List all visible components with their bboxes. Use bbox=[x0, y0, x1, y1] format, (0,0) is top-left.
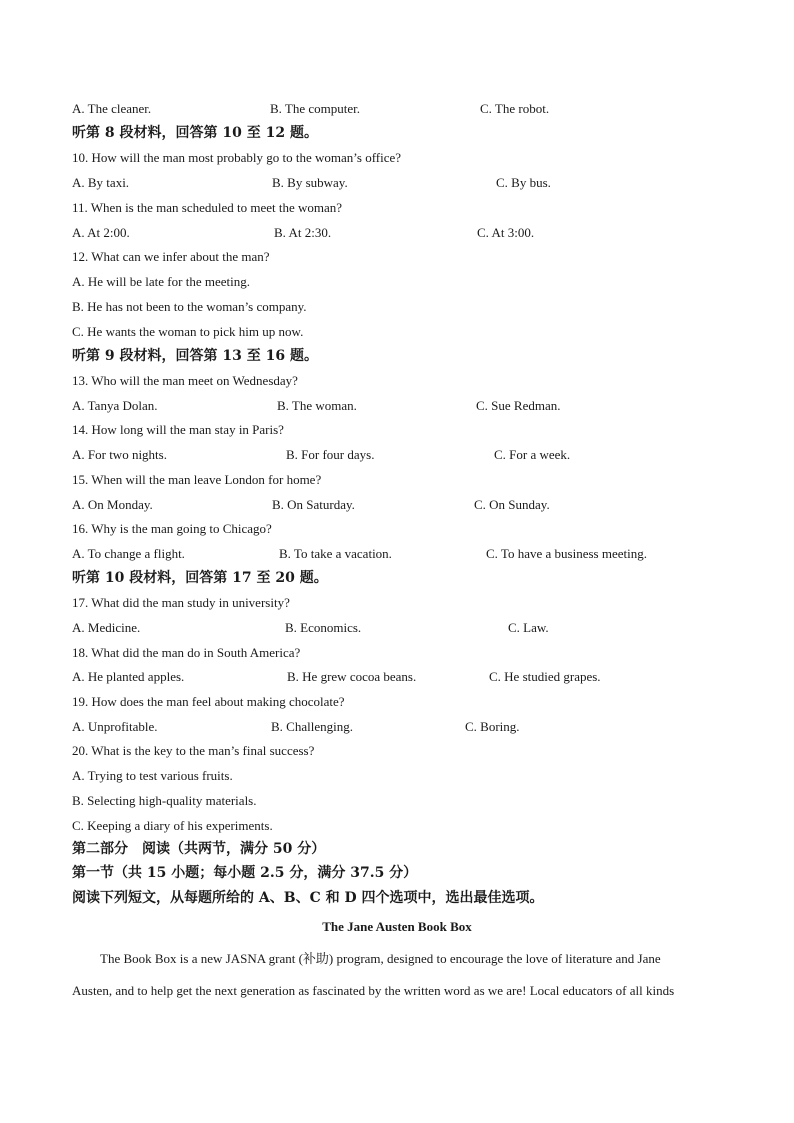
answer-option: C. At 3:00. bbox=[477, 225, 535, 240]
answer-option: A. At 2:00. bbox=[72, 225, 130, 240]
answer-option: B. The woman. bbox=[277, 398, 357, 413]
answer-option: C. Boring. bbox=[465, 719, 520, 734]
answer-option: A. The cleaner. bbox=[72, 101, 152, 116]
answer-option: B. On Saturday. bbox=[272, 497, 355, 512]
section-heading: 听第 10 段材料，回答第 17 至 20 题。 bbox=[72, 570, 328, 586]
answer-option: A. Unprofitable. bbox=[72, 719, 158, 734]
section-heading: 听第 9 段材料，回答第 13 至 16 题。 bbox=[72, 348, 318, 364]
question-line: B. He has not been to the woman’s company. bbox=[72, 299, 307, 314]
question-line: 17. What did the man study in university? bbox=[72, 595, 290, 610]
answer-option: B. He grew cocoa beans. bbox=[287, 669, 417, 684]
answer-option: C. On Sunday. bbox=[474, 497, 550, 512]
answer-option: C. The robot. bbox=[480, 101, 550, 116]
answer-option: B. By subway. bbox=[272, 175, 348, 190]
question-line: 16. Why is the man going to Chicago? bbox=[72, 521, 272, 536]
answer-option: A. For two nights. bbox=[72, 447, 167, 462]
question-line: 13. Who will the man meet on Wednesday? bbox=[72, 373, 298, 388]
question-line: 19. How does the man feel about making chocolate? bbox=[72, 694, 345, 709]
question-line: 18. What did the man do in South America? bbox=[72, 645, 301, 660]
passage-line: Austen, and to help get the next generation as fascinated by the written word as we are! Local educators of all kinds bbox=[72, 983, 675, 998]
question-line: 10. How will the man most probably go to the woman’s office? bbox=[72, 150, 402, 165]
answer-option: C. Law. bbox=[508, 620, 549, 635]
answer-option: B. For four days. bbox=[286, 447, 375, 462]
answer-option: A. Tanya Dolan. bbox=[72, 398, 158, 413]
answer-option: A. To change a flight. bbox=[72, 546, 185, 561]
passage-title: The Jane Austen Book Box bbox=[322, 919, 472, 934]
answer-option: B. The computer. bbox=[270, 101, 361, 116]
answer-option: C. Sue Redman. bbox=[476, 398, 561, 413]
passage-line: The Book Box is a new JASNA grant (补助) program, designed to encourage the love of literature and Jane bbox=[100, 951, 661, 966]
question-line: C. Keeping a diary of his experiments. bbox=[72, 818, 273, 833]
question-line: A. He will be late for the meeting. bbox=[72, 274, 250, 289]
answer-option: B. At 2:30. bbox=[274, 225, 332, 240]
answer-option: B. Challenging. bbox=[271, 719, 353, 734]
question-line: 14. How long will the man stay in Paris? bbox=[72, 422, 284, 437]
answer-option: B. To take a vacation. bbox=[279, 546, 392, 561]
answer-option: C. For a week. bbox=[494, 447, 571, 462]
answer-option: C. By bus. bbox=[496, 175, 551, 190]
answer-option: A. On Monday. bbox=[72, 497, 153, 512]
answer-option: A. By taxi. bbox=[72, 175, 130, 190]
question-line: A. Trying to test various fruits. bbox=[72, 768, 233, 783]
question-line: 15. When will the man leave London for home? bbox=[72, 472, 322, 487]
section-heading: 阅读下列短文，从每题所给的 A、B、C 和 D 四个选项中，选出最佳选项。 bbox=[72, 890, 544, 906]
question-line: 20. What is the key to the man’s final success? bbox=[72, 743, 315, 758]
section-heading: 听第 8 段材料，回答第 10 至 12 题。 bbox=[72, 125, 318, 141]
question-line: 11. When is the man scheduled to meet the woman? bbox=[72, 200, 343, 215]
answer-option: A. He planted apples. bbox=[72, 669, 185, 684]
question-line: B. Selecting high-quality materials. bbox=[72, 793, 257, 808]
answer-option: C. He studied grapes. bbox=[489, 669, 601, 684]
answer-option: B. Economics. bbox=[285, 620, 362, 635]
question-line: C. He wants the woman to pick him up now. bbox=[72, 324, 304, 339]
answer-option: C. To have a business meeting. bbox=[486, 546, 647, 561]
section-heading: 第二部分 阅读（共两节，满分 50 分） bbox=[72, 841, 326, 857]
answer-option: A. Medicine. bbox=[72, 620, 141, 635]
section-heading: 第一节（共 15 小题；每小题 2.5 分，满分 37.5 分） bbox=[72, 865, 418, 881]
question-line: 12. What can we infer about the man? bbox=[72, 249, 270, 264]
